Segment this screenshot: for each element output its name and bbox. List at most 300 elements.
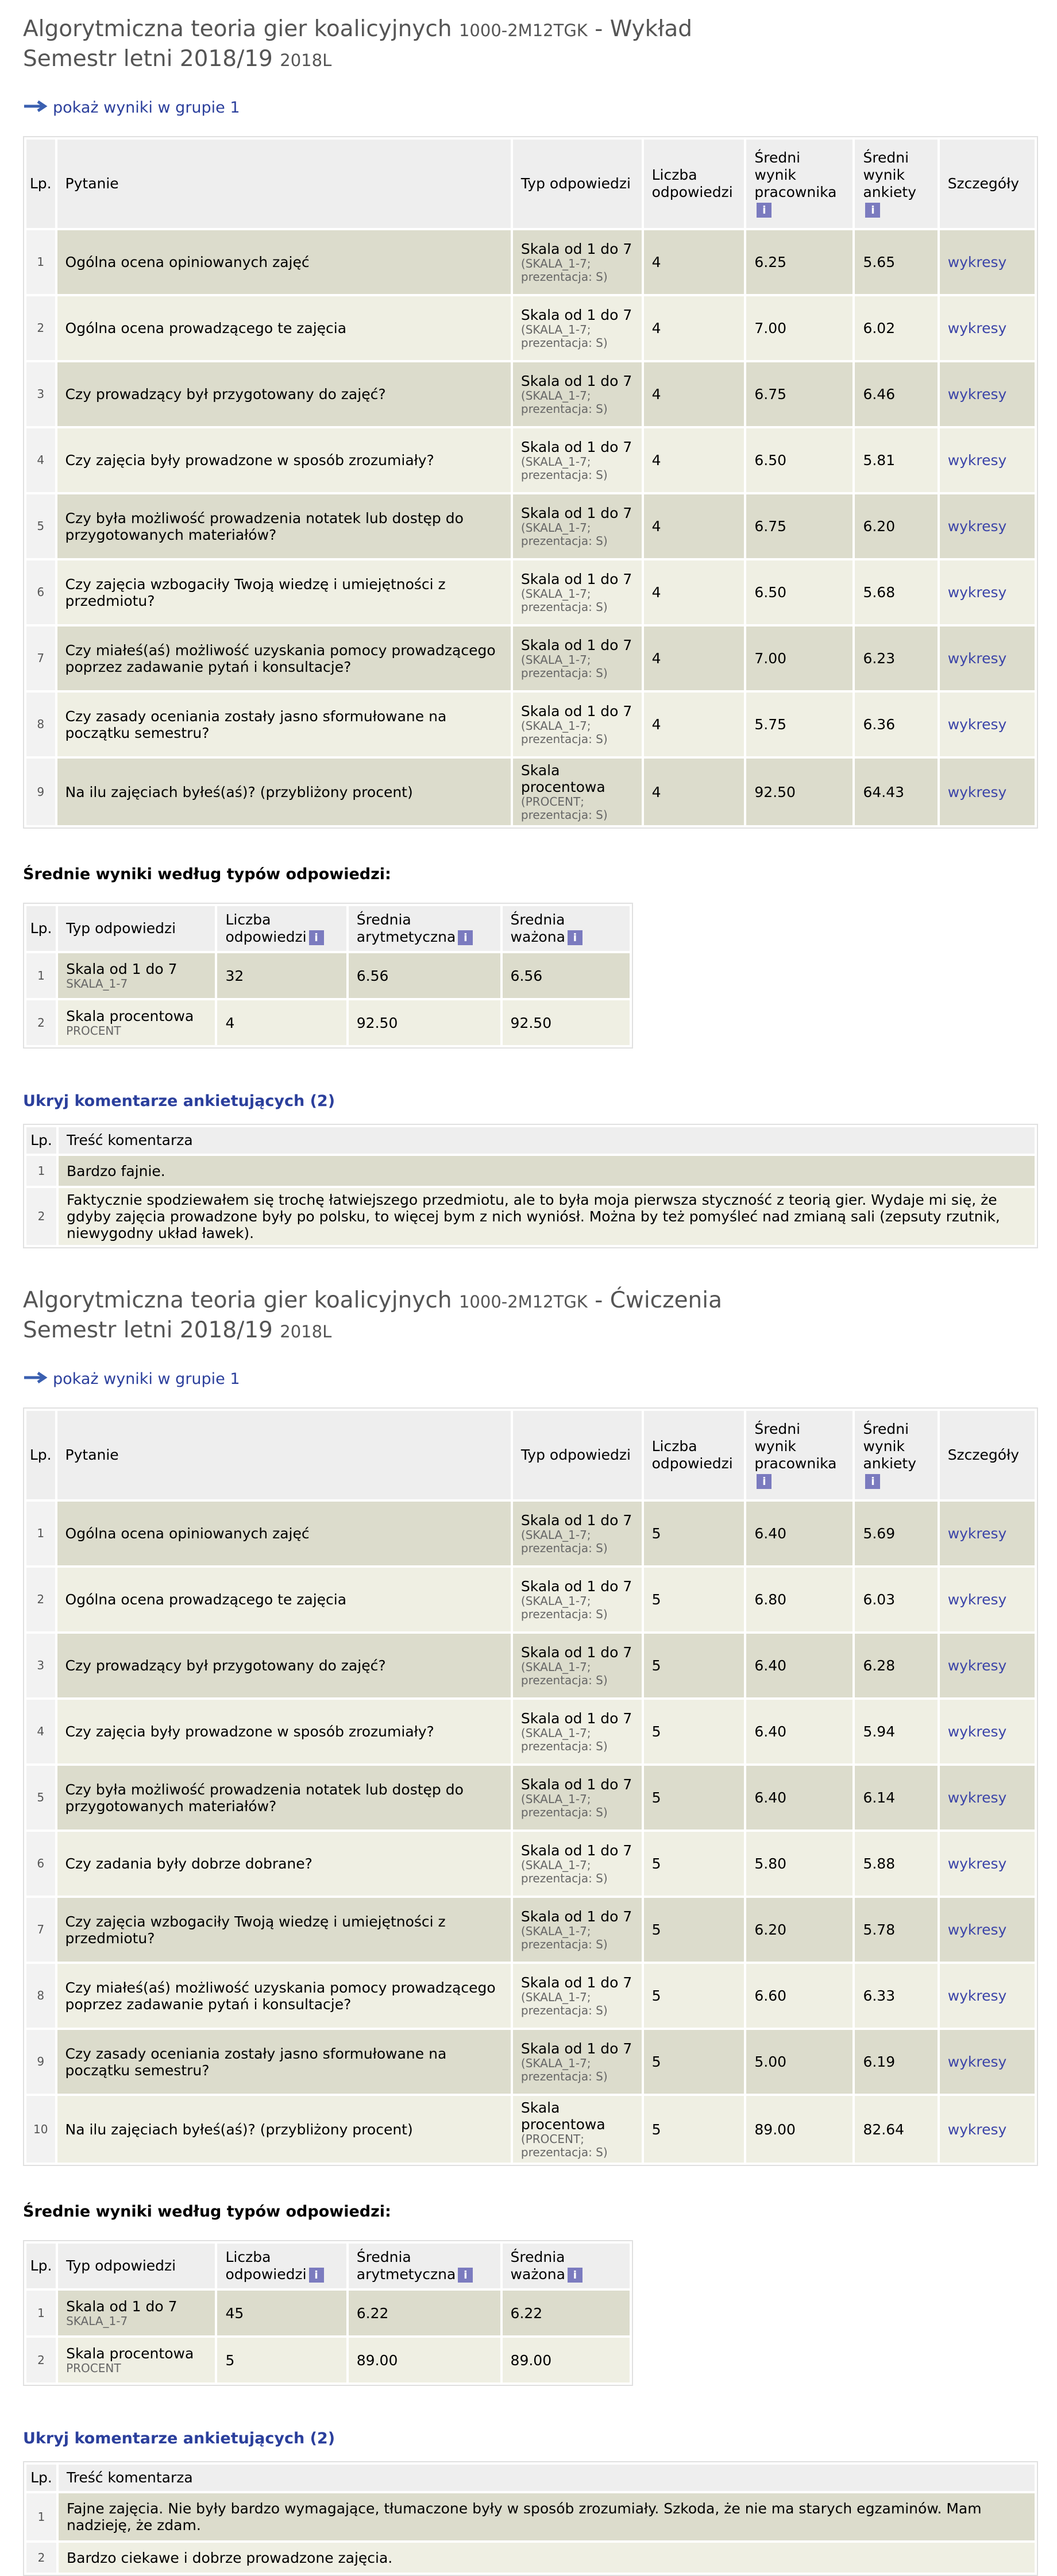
- question-text: Czy miałeś(aś) możliwość uzyskania pomocy prowadzącego poprzez zadawanie pytań i konsultacje?: [57, 626, 511, 690]
- employee-average: 6.75: [746, 362, 852, 426]
- arithmetic-mean: 89.00: [349, 2338, 500, 2382]
- answer-count: 5: [644, 2096, 744, 2163]
- charts-link[interactable]: wykresy: [947, 254, 1007, 270]
- row-number: 10: [26, 2096, 55, 2163]
- details-cell: [940, 230, 1035, 294]
- answer-type-cell: [513, 362, 642, 426]
- answer-count: 4: [217, 1000, 346, 1045]
- header-type-label: Typ odpowiedzi: [520, 1446, 631, 1463]
- answer-type: Skala od 1 do 7: [520, 703, 632, 720]
- answer-type-cell: [513, 1832, 642, 1896]
- charts-link[interactable]: wykresy: [947, 584, 1007, 601]
- answer-type: Skala od 1 do 7: [520, 571, 632, 587]
- info-icon[interactable]: i: [309, 2268, 324, 2283]
- header-details-label: Szczegóły: [947, 175, 1019, 192]
- answer-type: Skala od 1 do 7: [66, 2298, 178, 2315]
- header-details-label: Szczegóły: [947, 1446, 1019, 1463]
- details-cell: [940, 1766, 1035, 1829]
- comment-row: [26, 2543, 1035, 2573]
- answer-type: Skala od 1 do 7: [520, 637, 632, 653]
- table-row: [26, 1898, 1035, 1962]
- survey-average: 5.88: [855, 1832, 937, 1896]
- answer-type: Skala od 1 do 7: [520, 1974, 632, 1991]
- comments-header-text: [59, 2465, 1035, 2491]
- answer-type-cell: [513, 1898, 642, 1962]
- question-text: Czy była możliwość prowadzenia notatek lub dostęp do przygotowanych materiałów?: [57, 494, 511, 558]
- course-code: 1000-2M12TGK: [458, 21, 588, 40]
- row-number: 7: [26, 626, 55, 690]
- details-cell: [940, 362, 1035, 426]
- info-icon[interactable]: i: [568, 2268, 582, 2283]
- summary-header-lp-label: Lp.: [30, 2257, 52, 2274]
- employee-average: 92.50: [746, 759, 852, 825]
- answer-type-cell: [513, 428, 642, 492]
- answer-type: Skala od 1 do 7: [520, 1842, 632, 1859]
- info-icon[interactable]: i: [865, 1474, 880, 1489]
- summary-header-count-label: Liczba odpowiedzi: [225, 2249, 307, 2283]
- answer-type-detail: (PROCENT; prezentacja: S): [520, 795, 608, 822]
- course-title: [23, 1286, 1036, 1346]
- info-icon[interactable]: i: [458, 2268, 473, 2283]
- summary-heading: Średnie wyniki według typów odpowiedzi:: [23, 865, 391, 883]
- table-row: [26, 693, 1035, 756]
- charts-link[interactable]: wykresy: [947, 716, 1007, 733]
- survey-average: 6.02: [855, 296, 937, 360]
- answer-count: 5: [644, 1634, 744, 1697]
- show-group-results-label[interactable]: pokaż wyniki w grupie 1: [53, 1370, 240, 1388]
- table-row: [26, 1964, 1035, 2028]
- table-row: [26, 1568, 1035, 1631]
- survey-average: 6.14: [855, 1766, 937, 1829]
- answer-type-cell: [513, 626, 642, 690]
- details-cell: [940, 1634, 1035, 1697]
- table-row: [26, 1832, 1035, 1896]
- comments-header-text-label: Treść komentarza: [67, 1132, 193, 1148]
- comments-header-text: [59, 1127, 1035, 1154]
- header-question-label: Pytanie: [65, 175, 119, 192]
- header-survey-label: Średni wynik ankiety: [863, 1421, 917, 1472]
- arrow-right-icon: [23, 99, 53, 117]
- answer-type: Skala procentowa: [66, 1008, 194, 1024]
- row-number: 2: [26, 1568, 55, 1631]
- header-emp: [746, 1411, 852, 1499]
- answer-type: Skala procentowa: [520, 762, 605, 795]
- answer-type-detail: (SKALA_1-7; prezentacja: S): [520, 1594, 608, 1621]
- header-question-label: Pytanie: [65, 1446, 119, 1463]
- answer-type-cell: [58, 953, 215, 998]
- answer-type-detail: (SKALA_1-7; prezentacja: S): [520, 1792, 608, 1819]
- employee-average: 6.40: [746, 1634, 852, 1697]
- header-lp: [26, 1411, 55, 1499]
- row-number: 7: [26, 1898, 55, 1962]
- question-text: Ogólna ocena prowadzącego te zajęcia: [57, 296, 511, 360]
- header-survey-label: Średni wynik ankiety: [863, 149, 917, 200]
- survey-average: 82.64: [855, 2096, 937, 2163]
- arrow-right-icon: [23, 1370, 53, 1388]
- table-row: [26, 2338, 630, 2382]
- charts-link[interactable]: wykresy: [947, 518, 1007, 535]
- survey-average: 6.33: [855, 1964, 937, 2028]
- table-row: [26, 494, 1035, 558]
- employee-average: 6.20: [746, 1898, 852, 1962]
- survey-average: 64.43: [855, 759, 937, 825]
- summary-header-type-label: Typ odpowiedzi: [66, 2257, 176, 2274]
- row-number: 1: [26, 2291, 56, 2335]
- header-count-label: Liczba odpowiedzi: [651, 167, 733, 200]
- table-row: [26, 626, 1035, 690]
- employee-average: 5.75: [746, 693, 852, 756]
- summary-table: [23, 903, 633, 1049]
- answer-type-cell: [513, 2030, 642, 2094]
- show-group-results-link[interactable]: [23, 99, 1036, 117]
- comments-table: [23, 1124, 1038, 1248]
- answer-count: 4: [644, 693, 744, 756]
- info-icon[interactable]: i: [458, 930, 473, 945]
- summary-header-count: [217, 906, 346, 951]
- charts-link[interactable]: wykresy: [947, 1855, 1007, 1872]
- header-count-label: Liczba odpowiedzi: [651, 1438, 733, 1472]
- answer-type: Skala od 1 do 7: [520, 1776, 632, 1793]
- answer-type-detail: (SKALA_1-7; prezentacja: S): [520, 323, 608, 350]
- summary-header-lp: [26, 2244, 56, 2288]
- class-kind: - Ćwiczenia: [595, 1287, 723, 1313]
- answer-type-detail: (SKALA_1-7; prezentacja: S): [520, 1990, 608, 2017]
- row-number: 9: [26, 2030, 55, 2094]
- employee-average: 6.40: [746, 1502, 852, 1565]
- answer-type-code: SKALA_1-7: [66, 977, 128, 991]
- question-text: Czy miałeś(aś) możliwość uzyskania pomocy prowadzącego poprzez zadawanie pytań i konsultacje?: [57, 1964, 511, 2028]
- employee-average: 89.00: [746, 2096, 852, 2163]
- question-text: Czy zajęcia były prowadzone w sposób zrozumiały?: [57, 1700, 511, 1763]
- table-row: [26, 296, 1035, 360]
- answer-count: 5: [644, 1502, 744, 1565]
- row-number: 1: [26, 1502, 55, 1565]
- answer-count: 5: [644, 1964, 744, 2028]
- row-number: 1: [26, 1156, 56, 1186]
- row-number: 2: [26, 1188, 56, 1245]
- header-count: [644, 1411, 744, 1499]
- answer-type: Skala od 1 do 7: [520, 439, 632, 455]
- details-cell: [940, 626, 1035, 690]
- row-number: 5: [26, 1766, 55, 1829]
- comment-row: [26, 1188, 1035, 1245]
- answer-type-cell: [513, 230, 642, 294]
- comments-toggle-link[interactable]: Ukryj komentarze ankietujących (2): [23, 2430, 335, 2447]
- answer-type-detail: (SKALA_1-7; prezentacja: S): [520, 1660, 608, 1687]
- answer-count: 4: [644, 362, 744, 426]
- table-row: [26, 428, 1035, 492]
- charts-link[interactable]: wykresy: [947, 320, 1007, 336]
- survey-average: 5.94: [855, 1700, 937, 1763]
- answer-type-cell: [58, 1000, 215, 1045]
- employee-average: 6.80: [746, 1568, 852, 1631]
- summary-header-count-label: Liczba odpowiedzi: [225, 911, 307, 945]
- question-text: Czy zajęcia wzbogaciły Twoją wiedzę i umiejętności z przedmiotu?: [57, 560, 511, 624]
- question-text: Czy zajęcia wzbogaciły Twoją wiedzę i umiejętności z przedmiotu?: [57, 1898, 511, 1962]
- info-icon[interactable]: i: [568, 930, 582, 945]
- course-title: [23, 15, 1036, 75]
- answer-type-cell: [513, 759, 642, 825]
- summary-header-weighted: [503, 2244, 630, 2288]
- comments-header-text-label: Treść komentarza: [67, 2469, 193, 2486]
- details-cell: [940, 2096, 1035, 2163]
- survey-average: 6.03: [855, 1568, 937, 1631]
- details-cell: [940, 759, 1035, 825]
- header-emp-label: Średni wynik pracownika: [754, 149, 837, 200]
- row-number: 6: [26, 560, 55, 624]
- charts-link[interactable]: wykresy: [947, 650, 1007, 667]
- survey-average: 6.28: [855, 1634, 937, 1697]
- survey-average: 6.36: [855, 693, 937, 756]
- table-row: [26, 230, 1035, 294]
- course-name: Algorytmiczna teoria gier koalicyjnych: [23, 16, 452, 42]
- table-row: [26, 2291, 630, 2335]
- summary-header-mean: [349, 2244, 500, 2288]
- answer-type-detail: (SKALA_1-7; prezentacja: S): [520, 587, 608, 614]
- question-text: Na ilu zajęciach byłeś(aś)? (przybliżony procent): [57, 759, 511, 825]
- survey-average: 5.81: [855, 428, 937, 492]
- details-cell: [940, 1568, 1035, 1631]
- header-count: [644, 140, 744, 228]
- weighted-mean: 92.50: [503, 1000, 630, 1045]
- question-text: Czy była możliwość prowadzenia notatek lub dostęp do przygotowanych materiałów?: [57, 1766, 511, 1829]
- info-icon[interactable]: i: [757, 203, 771, 218]
- table-row: [26, 1502, 1035, 1565]
- table-row: [26, 362, 1035, 426]
- answer-count: 5: [644, 1700, 744, 1763]
- details-cell: [940, 428, 1035, 492]
- info-icon[interactable]: i: [757, 1474, 771, 1489]
- answer-type-cell: [513, 1766, 642, 1829]
- results-table: [23, 1407, 1038, 2166]
- class-kind: - Wykład: [595, 16, 692, 42]
- row-number: 4: [26, 1700, 55, 1763]
- weighted-mean: 6.56: [503, 953, 630, 998]
- answer-type: Skala od 1 do 7: [520, 307, 632, 323]
- answer-type-detail: (PROCENT; prezentacja: S): [520, 2132, 608, 2159]
- answer-type-detail: (SKALA_1-7; prezentacja: S): [520, 653, 608, 680]
- details-cell: [940, 1832, 1035, 1896]
- question-text: Na ilu zajęciach byłeś(aś)? (przybliżony procent): [57, 2096, 511, 2163]
- charts-link[interactable]: wykresy: [947, 1789, 1007, 1806]
- answer-type-cell: [513, 2096, 642, 2163]
- info-icon[interactable]: i: [865, 203, 880, 218]
- answer-type-detail: (SKALA_1-7; prezentacja: S): [520, 719, 608, 746]
- comment-text: Faktycznie spodziewałem się trochę łatwiejszego przedmiotu, ale to była moja pierwsza styczność z teorią gier. Wydaje mi się, że gdyby zajęcia prowadzone były po polsku, to więcej bym z nich wyniósł. Można by też pomyśleć nad zmianą sali (zepsuty rzutnik, niewygodny układ ławek).: [59, 1188, 1035, 1245]
- answer-count: 4: [644, 230, 744, 294]
- header-survey: [855, 140, 937, 228]
- employee-average: 6.25: [746, 230, 852, 294]
- header-type: [513, 140, 642, 228]
- row-number: 4: [26, 428, 55, 492]
- summary-header-mean-label: Średnia arytmetyczna: [356, 2249, 456, 2283]
- header-type-label: Typ odpowiedzi: [520, 175, 631, 192]
- details-cell: [940, 1964, 1035, 2028]
- answer-type: Skala procentowa: [520, 2099, 605, 2133]
- row-number: 2: [26, 2543, 56, 2573]
- answer-count: 5: [644, 1898, 744, 1962]
- answer-type-cell: [513, 1964, 642, 2028]
- summary-header-weighted-label: Średnia ważona: [510, 2249, 565, 2283]
- summary-table: [23, 2240, 633, 2386]
- table-header-row: [26, 906, 630, 951]
- answer-count: 5: [644, 2030, 744, 2094]
- charts-link[interactable]: wykresy: [947, 1987, 1007, 2004]
- answer-count: 45: [217, 2291, 346, 2335]
- details-cell: [940, 2030, 1035, 2094]
- table-row: [26, 1000, 630, 1045]
- comment-text: Bardzo fajnie.: [59, 1156, 1035, 1186]
- answer-type-cell: [513, 693, 642, 756]
- answer-type: Skala procentowa: [66, 2345, 194, 2362]
- employee-average: 6.50: [746, 560, 852, 624]
- header-details: [940, 1411, 1035, 1499]
- answer-type-detail: (SKALA_1-7; prezentacja: S): [520, 257, 608, 284]
- charts-link[interactable]: wykresy: [947, 1657, 1007, 1674]
- answer-count: 4: [644, 626, 744, 690]
- answer-type-cell: [513, 1568, 642, 1631]
- course-name: Algorytmiczna teoria gier koalicyjnych: [23, 1287, 452, 1313]
- comments-header-lp-label: Lp.: [30, 2469, 52, 2486]
- answer-count: 4: [644, 759, 744, 825]
- answer-type-cell: [513, 1502, 642, 1565]
- charts-link[interactable]: wykresy: [947, 2053, 1007, 2070]
- summary-heading: Średnie wyniki według typów odpowiedzi:: [23, 2203, 391, 2221]
- answer-type-code: PROCENT: [66, 2361, 121, 2375]
- row-number: 2: [26, 2338, 56, 2382]
- answer-type: Skala od 1 do 7: [520, 1908, 632, 1925]
- row-number: 3: [26, 362, 55, 426]
- question-text: Ogólna ocena opiniowanych zajęć: [57, 1502, 511, 1565]
- charts-link[interactable]: wykresy: [947, 1723, 1007, 1740]
- employee-average: 6.75: [746, 494, 852, 558]
- charts-link[interactable]: wykresy: [947, 2121, 1007, 2138]
- charts-link[interactable]: wykresy: [947, 1921, 1007, 1938]
- comments-header-lp: [26, 1127, 56, 1154]
- answer-type: Skala od 1 do 7: [520, 2040, 632, 2057]
- answer-type: Skala od 1 do 7: [520, 241, 632, 257]
- answer-type-detail: (SKALA_1-7; prezentacja: S): [520, 521, 608, 548]
- charts-link[interactable]: wykresy: [947, 452, 1007, 469]
- answer-type-detail: (SKALA_1-7; prezentacja: S): [520, 1726, 608, 1753]
- answer-type: Skala od 1 do 7: [520, 1644, 632, 1661]
- table-header-row: [26, 1127, 1035, 1154]
- answer-type-detail: (SKALA_1-7; prezentacja: S): [520, 455, 608, 482]
- answer-type-cell: [58, 2338, 215, 2382]
- summary-header-mean-label: Średnia arytmetyczna: [356, 911, 456, 945]
- header-emp: [746, 140, 852, 228]
- summary-header-count: [217, 2244, 346, 2288]
- comments-table: [23, 2461, 1038, 2576]
- header-details: [940, 140, 1035, 228]
- charts-link[interactable]: wykresy: [947, 783, 1007, 800]
- table-header-row: [26, 1411, 1035, 1499]
- row-number: 8: [26, 693, 55, 756]
- comments-header-lp-label: Lp.: [30, 1132, 52, 1148]
- answer-type-cell: [513, 1700, 642, 1763]
- answer-type-cell: [58, 2291, 215, 2335]
- table-row: [26, 560, 1035, 624]
- semester-name: Semestr letni 2018/19: [23, 1317, 273, 1343]
- survey-average: 6.46: [855, 362, 937, 426]
- question-text: Czy zasady oceniania zostały jasno sformułowane na początku semestru?: [57, 2030, 511, 2094]
- header-lp: [26, 140, 55, 228]
- header-lp-label: Lp.: [29, 1446, 52, 1463]
- details-cell: [940, 1898, 1035, 1962]
- row-number: 1: [26, 230, 55, 294]
- comments-toggle-link[interactable]: Ukryj komentarze ankietujących (2): [23, 1092, 335, 1110]
- question-text: Czy zasady oceniania zostały jasno sformułowane na początku semestru?: [57, 693, 511, 756]
- table-header-row: [26, 2465, 1035, 2491]
- answer-count: 4: [644, 428, 744, 492]
- survey-average: 5.78: [855, 1898, 937, 1962]
- summary-header-weighted-label: Średnia ważona: [510, 911, 565, 945]
- table-row: [26, 1634, 1035, 1697]
- answer-type: Skala od 1 do 7: [520, 1512, 632, 1529]
- employee-average: 7.00: [746, 626, 852, 690]
- answer-count: 4: [644, 296, 744, 360]
- summary-header-type: [58, 2244, 215, 2288]
- table-header-row: [26, 140, 1035, 228]
- summary-header-lp-label: Lp.: [30, 920, 52, 937]
- header-question: [57, 1411, 511, 1499]
- answer-count: 5: [644, 1832, 744, 1896]
- answer-type-detail: (SKALA_1-7; prezentacja: S): [520, 1858, 608, 1885]
- survey-average: 5.69: [855, 1502, 937, 1565]
- answer-type-cell: [513, 296, 642, 360]
- employee-average: 6.40: [746, 1766, 852, 1829]
- show-group-results-link[interactable]: [23, 1370, 1036, 1388]
- table-row: [26, 953, 630, 998]
- comments-header-lp: [26, 2465, 56, 2491]
- summary-header-mean: [349, 906, 500, 951]
- answer-type: Skala od 1 do 7: [520, 1710, 632, 1727]
- details-cell: [940, 693, 1035, 756]
- header-survey: [855, 1411, 937, 1499]
- employee-average: 6.50: [746, 428, 852, 492]
- weighted-mean: 6.22: [503, 2291, 630, 2335]
- charts-link[interactable]: wykresy: [947, 386, 1007, 403]
- answer-count: 5: [217, 2338, 346, 2382]
- summary-header-lp: [26, 906, 56, 951]
- show-group-results-label[interactable]: pokaż wyniki w grupie 1: [53, 99, 240, 117]
- employee-average: 6.40: [746, 1700, 852, 1763]
- semester-code: 2018L: [280, 51, 332, 70]
- answer-type: Skala od 1 do 7: [520, 505, 632, 521]
- semester-code: 2018L: [280, 1322, 332, 1341]
- row-number: 1: [26, 2493, 56, 2540]
- row-number: 2: [26, 296, 55, 360]
- row-number: 6: [26, 1832, 55, 1896]
- summary-header-type-label: Typ odpowiedzi: [66, 920, 176, 937]
- charts-link[interactable]: wykresy: [947, 1525, 1007, 1542]
- header-question: [57, 140, 511, 228]
- comment-row: [26, 2493, 1035, 2540]
- comment-text: Fajne zajęcia. Nie były bardzo wymagające, tłumaczone były w sposób zrozumiały. Szkoda, że nie ma starych egzaminów. Mam nadzieję, że zdam.: [59, 2493, 1035, 2540]
- semester-name: Semestr letni 2018/19: [23, 46, 273, 72]
- header-lp-label: Lp.: [29, 175, 52, 192]
- employee-average: 6.60: [746, 1964, 852, 2028]
- arithmetic-mean: 6.22: [349, 2291, 500, 2335]
- table-header-row: [26, 2244, 630, 2288]
- answer-count: 4: [644, 560, 744, 624]
- survey-average: 6.19: [855, 2030, 937, 2094]
- info-icon[interactable]: i: [309, 930, 324, 945]
- question-text: Ogólna ocena prowadzącego te zajęcia: [57, 1568, 511, 1631]
- weighted-mean: 89.00: [503, 2338, 630, 2382]
- answer-type-detail: (SKALA_1-7; prezentacja: S): [520, 2056, 608, 2083]
- charts-link[interactable]: wykresy: [947, 1591, 1007, 1608]
